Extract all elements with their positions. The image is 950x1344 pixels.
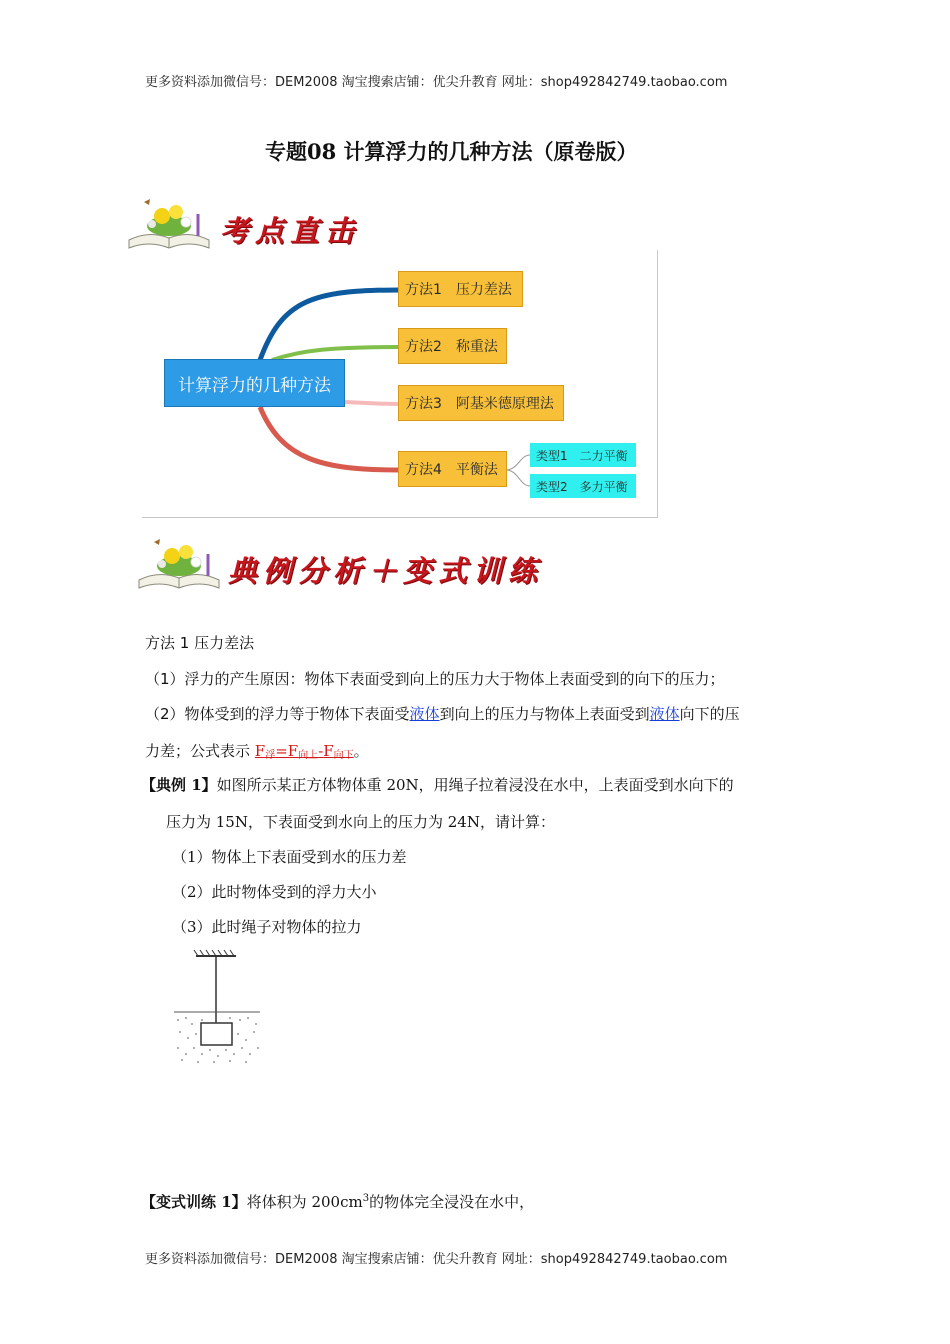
book-flower-illustration-2 [134,536,224,592]
example-1-question-2: （2）此时物体受到的浮力大小 [172,883,377,901]
type-1-name: 二力平衡 [579,448,628,463]
variant-1-tag: 【变式训练 1】 [141,1193,247,1211]
method-1-heading: 方法 1 压力差法 [145,634,255,652]
mind-map-type-1 [530,443,636,467]
p2-text-a: （2）物体受到的浮力等于物体下表面受 [145,705,410,723]
variant-1-text-b: 的物体完全浸没在水中， [369,1193,535,1211]
method-1-label: 方法1 [405,282,442,298]
mind-map-center-node: 计算浮力的几种方法 [164,359,345,407]
example-1-tag: 【典例 1】 [141,776,217,794]
formula-sub-fu: 浮 [265,750,276,761]
page-title: 专题08 计算浮力的几种方法（原卷版） [265,139,638,164]
book-flower-illustration [124,196,214,252]
liquid-link-2[interactable]: 液体 [649,705,680,723]
example-1-text-1: 如图所示某正方体物体重 20N，用绳子拉着浸没在水中，上表面受到水向下的 [216,776,734,794]
mind-map-method-1 [398,271,523,307]
example-1-line-1 [141,774,734,795]
example-1-line-2: 压力为 15N，下表面受到水向上的压力为 24N，请计算： [166,813,555,831]
method-3-name: 阿基米德原理法 [455,396,554,412]
method-3-label: 方法3 [405,396,442,412]
banner-exam-points: 考点直击 [220,214,361,248]
mind-map [142,250,658,518]
variant-1-sup: 3 [362,1193,370,1204]
method-2-label: 方法2 [405,339,442,355]
method-4-label: 方法4 [405,462,442,478]
variant-training-1 [141,1191,534,1212]
method-1-paragraph-2 [145,703,740,724]
method-1-paragraph-1: （1）浮力的产生原因：物体下表面受到向上的压力大于物体上表面受到的向下的压力； [145,670,725,688]
page-footer: 更多资料添加微信号：DEM2008 淘宝搜索店铺：优尖升教育 网址：shop492842749.taobao.com [145,1252,728,1267]
page-header: 更多资料添加微信号：DEM2008 淘宝搜索店铺：优尖升教育 网址：shop492842749.taobao.com [145,75,728,90]
banner-examples-training: 典例分析＋变式训练 [228,554,544,588]
p3-text-a: 力差；公式表示 [145,742,255,760]
example-1-question-1: （1）物体上下表面受到水的压力差 [172,848,407,866]
buoyancy-formula [255,742,354,760]
method-2-name: 称重法 [455,339,498,355]
type-2-label: 类型2 [536,479,568,494]
method-1-name: 压力差法 [455,282,512,298]
formula-minus: -F [318,742,334,760]
example-1-question-3: （3）此时绳子对物体的拉力 [172,918,362,936]
type-2-name: 多力平衡 [579,479,628,494]
mind-map-method-2 [398,328,507,364]
formula-sub-down: 向下 [333,750,354,761]
mind-map-method-3 [398,385,564,421]
p2-text-b: 到向上的压力与物体上表面受到 [439,705,650,723]
variant-1-text-a: 将体积为 200cm [246,1193,363,1211]
method-4-name: 平衡法 [455,462,498,478]
p2-text-c: 向下的压 [679,705,740,723]
formula-eq: =F [275,742,299,760]
formula-f: F [254,742,266,760]
method-1-paragraph-3 [145,740,369,761]
p3-end: 。 [353,742,369,760]
type-1-label: 类型1 [536,448,568,463]
mind-map-type-2 [530,474,636,498]
liquid-link-1[interactable]: 液体 [409,705,440,723]
formula-sub-up: 向上 [298,750,319,761]
hanging-block-figure [172,948,262,1066]
mind-map-method-4 [398,451,507,487]
